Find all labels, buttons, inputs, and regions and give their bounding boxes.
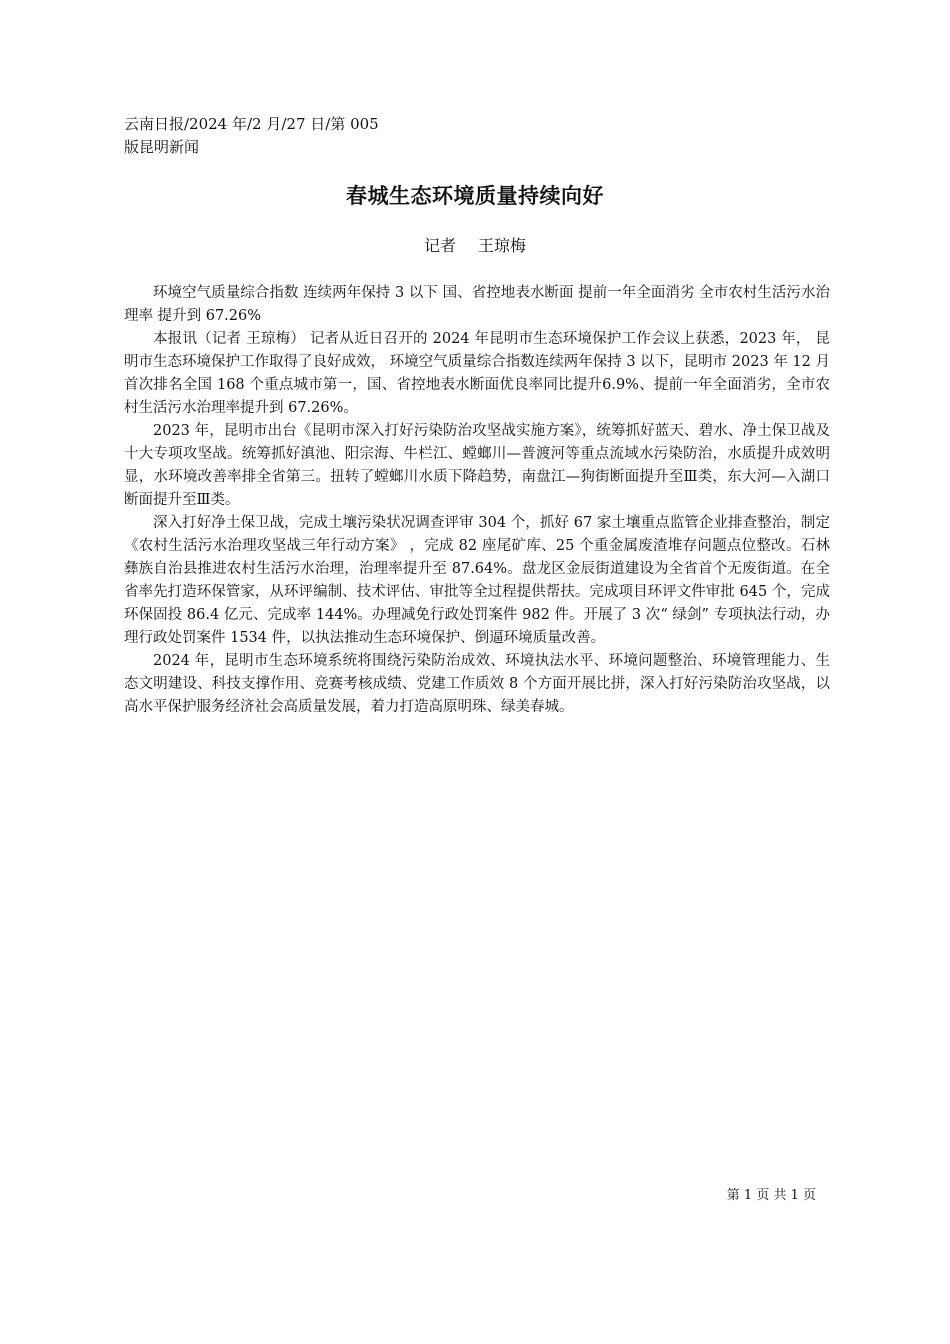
byline — [0, 234, 950, 258]
article-paragraph: 深入打好净土保卫战，完成土壤污染状况调查评审 304 个，抓好 67 家土壤重点监管企业排查整治，制定《农村生活污水治理攻坚战三年行动方案》 ，完成 82 座尾矿库、25 个重金属废渣堆存问题点位整改。石林彝族自治县推进农村生活污水治理，治理率提升至 87.64%。盘龙区金辰街道建设为全省首个无废街道。在全省率先打造环保管家，从环评编制、技术评估、审批等全过程提供帮扶。完成项目环评文件审批 645 个，完成环保固投 86.4 亿元、完成率 144%。办理减免行政处罚案件 982 件。开展了 3 次“ 绿剑” 专项执法行动，办理行政处罚案件 1534 件，以执法推动生态环境保护、倒逼环境质量改善。 — [124, 515, 830, 646]
article-paragraph: 本报讯（记者 王琼梅） 记者从近日召开的 2024 年昆明市生态环境保护工作会议上获悉，2023 年， 昆明市生态环境保护工作取得了良好成效， 环境空气质量综合指数连续两年保持 3 以下，昆明市 2023 年 12 月首次排名全国 168 个重点城市第一，国、省控地表水断面优良率同比提升6.9%、提前一年全面消劣，全市农村生活污水治理率提升到 67.26%。 — [124, 331, 830, 416]
source-info — [124, 113, 424, 159]
source-line: 版昆明新闻 — [124, 138, 200, 156]
byline-name: 王琼梅 — [478, 236, 527, 255]
article-paragraph: 环境空气质量综合指数 连续两年保持 3 以下 国、省控地表水断面 提前一年全面消劣 全市农村生活污水治理率 提升到 67.26% — [124, 285, 830, 324]
source-line: 云南日报/2024 年/2 月/27 日/第 005 — [124, 115, 379, 133]
article-paragraph: 2024 年，昆明市生态环境系统将围绕污染防治成效、环境执法水平、环境问题整治、环境管理能力、生态文明建设、科技支撑作用、竞赛考核成绩、党建工作质效 8 个方面开展比拼，深入打好污染防治攻坚战，以高水平保护服务经济社会高质量发展，着力打造高原明珠、绿美春城。 — [124, 653, 830, 715]
article-body — [124, 282, 830, 719]
byline-role: 记者 — [423, 236, 456, 255]
article-paragraph: 2023 年，昆明市出台《昆明市深入打好污染防治攻坚战实施方案》，统筹抓好蓝天、碧水、净土保卫战及十大专项攻坚战。统筹抓好滇池、阳宗海、牛栏江、螳螂川—普渡河等重点流域水污染防治，水质提升成效明显，水环境改善率排全省第三。扭转了螳螂川水质下降趋势，南盘江—狗街断面提升至Ⅲ类，东大河—入湖口断面提升至Ⅲ类。 — [124, 423, 830, 508]
page-number: 第 1 页 共 1 页 — [726, 1188, 816, 1203]
article-title: 春城生态环境质量持续向好 — [346, 184, 604, 208]
